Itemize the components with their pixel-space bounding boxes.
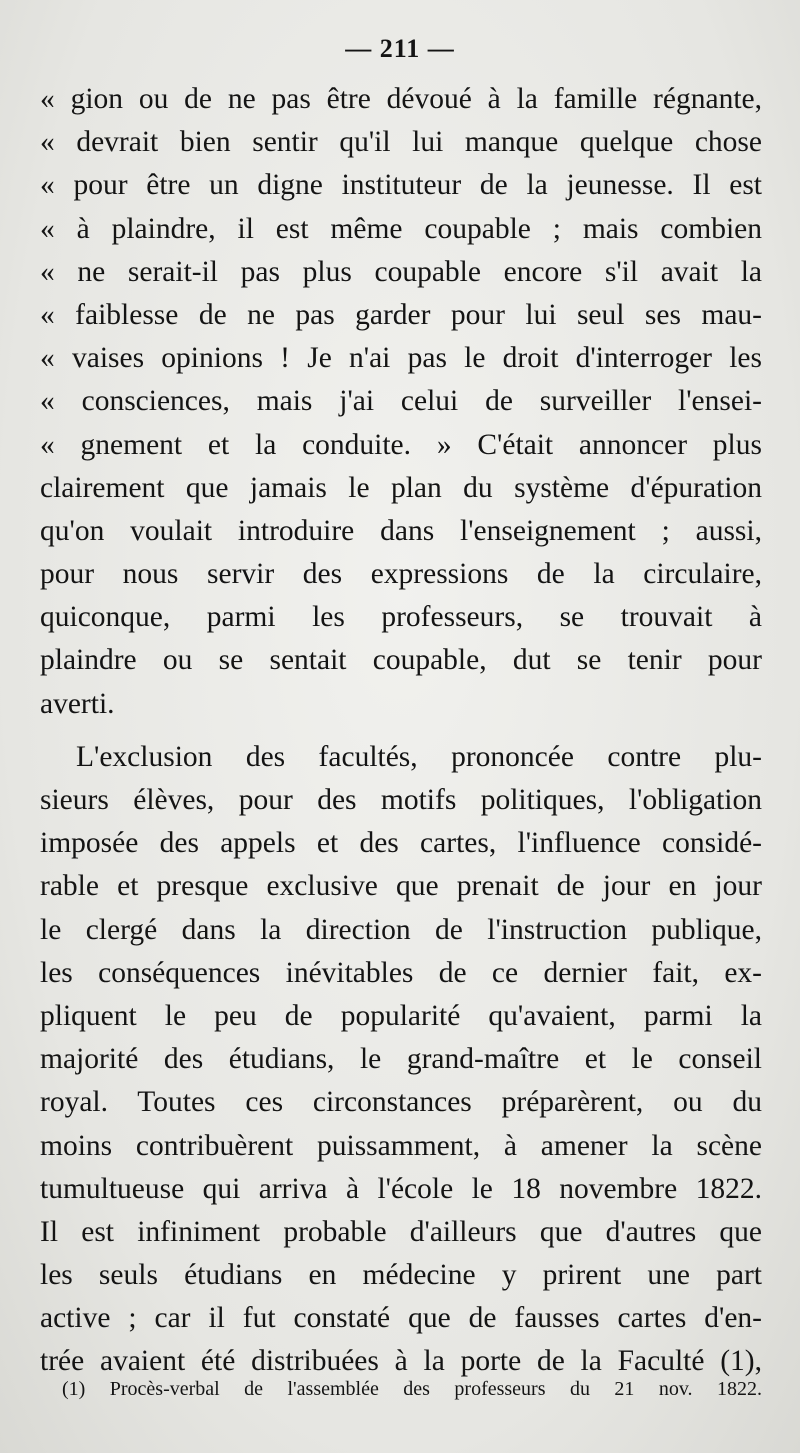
text-line: le clergé dans la direction de l'instruction publique, [40,913,762,946]
text-line: majorité des étudians, le grand-maître et le conseil [40,1043,762,1076]
text-line: sieurs élèves, pour des motifs politiques, l'obligation [40,784,762,816]
text-line: « gnement et la conduite. » C'était annoncer plus [40,428,762,461]
text-line: « consciences, mais j'ai celui de surveiller l'ensei- [40,385,762,418]
text-line: rable et presque exclusive que prenait de jour en jour [40,870,762,903]
text-line: moins contribuèrent puissamment, à amener la scène [40,1129,762,1162]
text-line: quiconque, parmi les professeurs, se trouvait à [40,601,762,634]
text-line: clairement que jamais le plan du système d'épuration [40,471,762,504]
text-line: « faiblesse de ne pas garder pour lui seul ses mau- [40,298,762,331]
paragraph-1 [40,78,762,726]
text-line: pliquent le peu de popularité qu'avaient, parmi la [40,999,762,1032]
text-line: « vaises opinions ! Je n'ai pas le droit d'interroger les [40,342,762,375]
text-line: les seuls étudians en médecine y prirent une part [40,1259,762,1292]
text-line: les conséquences inévitables de ce dernier fait, ex- [40,956,762,989]
text-line: pour nous servir des expressions de la circulaire, [40,558,762,591]
text-line: active ; car il fut constaté que de fausses cartes d'en- [40,1302,762,1335]
text-line: « à plaindre, il est même coupable ; mais combien [40,212,762,245]
footnote: (1) Procès-verbal de l'assemblée des professeurs du 21 nov. 1822. [62,1378,762,1400]
text-line: Il est infiniment probable d'ailleurs que d'autres que [40,1215,762,1248]
body-text [40,78,762,1384]
text-line: « devrait bien sentir qu'il lui manque quelque chose [40,126,762,159]
text-line: « ne serait-il pas plus coupable encore s'il avait la [40,255,762,288]
page-number: — 211 — [345,34,455,63]
text-line: imposée des appels et des cartes, l'influence considé- [40,827,762,860]
text-line: averti. [40,687,115,720]
text-line: qu'on voulait introduire dans l'enseignement ; aussi, [40,514,762,547]
text-line: plaindre ou se sentait coupable, dut se tenir pour [40,644,762,677]
text-line: royal. Toutes ces circonstances préparèrent, ou du [40,1086,762,1119]
text-line: L'exclusion des facultés, prononcée contre plu- [76,740,762,773]
text-line: tumultueuse qui arriva à l'école le 18 novembre 1822. [40,1172,762,1205]
text-line: « pour être un digne instituteur de la jeunesse. Il est [40,169,762,202]
text-line: « gion ou de ne pas être dévoué à la famille régnante, [40,83,762,115]
text-line: trée avaient été distribuées à la porte de la Faculté (1), [40,1345,762,1378]
paragraph-gap [40,726,762,736]
paragraph-2 [40,736,762,1384]
